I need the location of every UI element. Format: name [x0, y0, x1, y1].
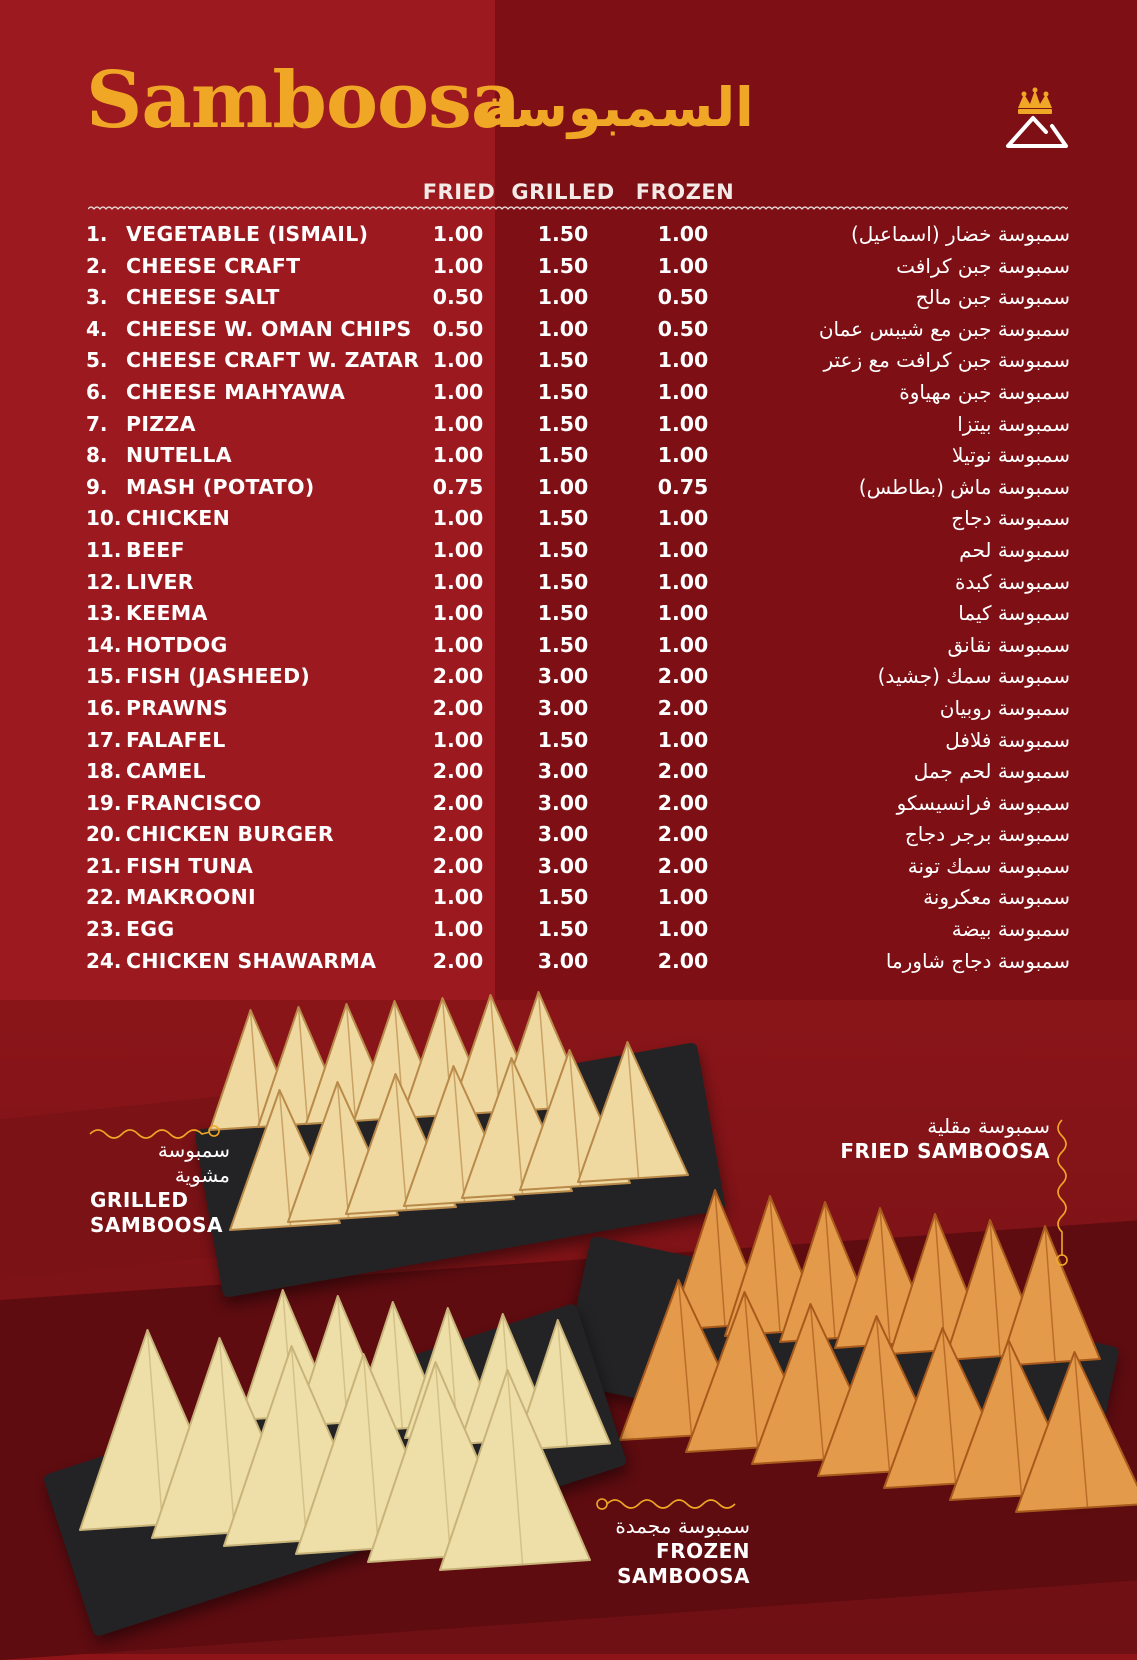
item-number: 11.: [86, 537, 122, 562]
menu-row: [86, 946, 1070, 978]
item-name: CHEESE CRAFT: [126, 253, 301, 278]
page-title-en: Samboosa: [86, 55, 521, 146]
item-name-ar: سمبوسة بيضة: [951, 917, 1070, 942]
item-name-ar: سمبوسة نوتيلا: [952, 443, 1070, 468]
item-name: CHICKEN SHAWARMA: [126, 948, 377, 973]
menu-row: [86, 219, 1070, 251]
grilled-label-en-2: SAMBOOSA: [90, 1213, 223, 1237]
price-frozen: 0.50: [657, 316, 709, 341]
menu-row: [86, 882, 1070, 914]
price-fried: 2.00: [432, 695, 484, 720]
price-fried: 0.50: [432, 285, 484, 310]
price-fried: 1.00: [432, 917, 484, 942]
item-number: 17.: [86, 727, 122, 752]
item-name-ar: سمبوسة جبن مالح: [915, 285, 1070, 310]
menu-row: [86, 535, 1070, 567]
price-fried: 1.00: [432, 411, 484, 436]
item-name: MASH (POTATO): [126, 474, 315, 499]
price-frozen: 1.00: [657, 253, 709, 278]
price-frozen: 1.00: [657, 885, 709, 910]
price-grilled: 1.50: [537, 632, 589, 657]
price-frozen: 2.00: [657, 695, 709, 720]
price-grilled: 1.50: [537, 885, 589, 910]
item-name-ar: سمبوسة فرانسيسكو: [896, 790, 1070, 815]
menu-row: [86, 282, 1070, 314]
item-name: BEEF: [126, 537, 185, 562]
fried-label-en: FRIED SAMBOOSA: [840, 1139, 1050, 1163]
item-name-ar: سمبوسة روبيان: [939, 695, 1070, 720]
price-grilled: 1.50: [537, 379, 589, 404]
price-frozen: 0.50: [657, 285, 709, 310]
item-name-ar: سمبوسة خضار (اسماعيل): [850, 222, 1070, 246]
item-name: FRANCISCO: [126, 790, 262, 815]
item-number: 5.: [86, 348, 108, 373]
fried-label-ar: سمبوسة مقلية: [927, 1114, 1050, 1138]
menu-list: [86, 219, 1070, 977]
item-number: 19.: [86, 790, 122, 815]
price-frozen: 1.00: [657, 632, 709, 657]
price-fried: 2.00: [432, 853, 484, 878]
price-fried: 1.00: [432, 222, 484, 246]
item-name-ar: سمبوسة لحم جمل: [913, 759, 1070, 784]
price-frozen: 1.00: [657, 222, 709, 246]
price-fried: 2.00: [432, 790, 484, 815]
frozen-label: [520, 1514, 750, 1589]
price-fried: 1.00: [432, 443, 484, 468]
item-number: 21.: [86, 853, 122, 878]
menu-row: [86, 567, 1070, 599]
menu-row: [86, 440, 1070, 472]
price-fried: 2.00: [432, 822, 484, 847]
item-number: 9.: [86, 474, 108, 499]
price-fried: 1.00: [432, 601, 484, 626]
price-frozen: 1.00: [657, 443, 709, 468]
price-grilled: 1.50: [537, 411, 589, 436]
item-name-ar: سمبوسة لحم: [959, 537, 1070, 562]
price-grilled: 3.00: [537, 759, 589, 784]
price-grilled: 3.00: [537, 948, 589, 973]
price-grilled: 3.00: [537, 664, 589, 689]
price-frozen: 2.00: [657, 853, 709, 878]
item-name-ar: سمبوسة دجاج شاورما: [885, 948, 1070, 973]
price-fried: 2.00: [432, 948, 484, 973]
item-name: PRAWNS: [126, 695, 229, 720]
item-number: 8.: [86, 443, 108, 468]
menu-row: [86, 503, 1070, 535]
price-grilled: 3.00: [537, 695, 589, 720]
menu-row: [86, 756, 1070, 788]
menu-row: [86, 345, 1070, 377]
menu-row: [86, 314, 1070, 346]
item-name: CAMEL: [126, 759, 206, 784]
item-number: 15.: [86, 664, 122, 689]
menu-row: [86, 914, 1070, 946]
price-frozen: 1.00: [657, 411, 709, 436]
price-frozen: 1.00: [657, 727, 709, 752]
price-fried: 1.00: [432, 253, 484, 278]
item-name: EGG: [126, 917, 175, 942]
page-title-ar: السمبوسة: [482, 76, 754, 139]
price-frozen: 1.00: [657, 601, 709, 626]
item-name-ar: سمبوسة جبن كرافت: [896, 253, 1070, 278]
item-number: 7.: [86, 411, 108, 436]
grilled-label-ar-2: مشوية: [174, 1163, 230, 1187]
price-fried: 1.00: [432, 569, 484, 594]
column-header-frozen: FROZEN: [635, 180, 735, 204]
price-frozen: 0.75: [657, 474, 709, 499]
price-frozen: 1.00: [657, 569, 709, 594]
item-name-ar: سمبوسة دجاج: [951, 506, 1070, 531]
item-name: VEGETABLE (ISMAIL): [126, 222, 369, 246]
menu-row: [86, 725, 1070, 757]
price-frozen: 2.00: [657, 822, 709, 847]
item-number: 13.: [86, 601, 122, 626]
price-grilled: 1.50: [537, 443, 589, 468]
item-number: 12.: [86, 569, 122, 594]
item-name-ar: سمبوسة ماش (بطاطس): [858, 474, 1070, 499]
item-name-ar: سمبوسة جبن مع شيبس عمان: [818, 316, 1070, 341]
price-fried: 1.00: [432, 727, 484, 752]
item-number: 4.: [86, 316, 108, 341]
menu-row: [86, 472, 1070, 504]
item-number: 6.: [86, 379, 108, 404]
price-grilled: 1.50: [537, 222, 589, 246]
menu-row: [86, 819, 1070, 851]
menu-row: [86, 693, 1070, 725]
item-name: KEEMA: [126, 601, 208, 626]
price-grilled: 1.00: [537, 316, 589, 341]
price-grilled: 1.50: [537, 601, 589, 626]
frozen-label-en: FROZEN SAMBOOSA: [617, 1539, 750, 1588]
grilled-label: [90, 1138, 230, 1238]
item-name: CHEESE MAHYAWA: [126, 379, 346, 404]
item-number: 3.: [86, 285, 108, 310]
item-name: LIVER: [126, 569, 194, 594]
menu-row: [86, 788, 1070, 820]
price-grilled: 1.50: [537, 506, 589, 531]
price-grilled: 3.00: [537, 790, 589, 815]
menu-row: [86, 851, 1070, 883]
price-frozen: 2.00: [657, 790, 709, 815]
price-frozen: 1.00: [657, 537, 709, 562]
price-grilled: 3.00: [537, 853, 589, 878]
item-name-ar: سمبوسة سمك تونة: [907, 853, 1070, 878]
price-fried: 0.75: [432, 474, 484, 499]
price-frozen: 2.00: [657, 664, 709, 689]
menu-row: [86, 409, 1070, 441]
fried-connector: [1052, 1118, 1072, 1268]
item-number: 22.: [86, 885, 122, 910]
menu-row: [86, 630, 1070, 662]
grilled-label-en-1: GRILLED: [90, 1188, 189, 1212]
item-name: CHEESE CRAFT W. ZATAR: [126, 348, 420, 373]
grilled-connector: [88, 1120, 223, 1140]
column-header-grilled: GRILLED: [511, 180, 615, 204]
crown-logo-icon: [1000, 86, 1070, 156]
price-fried: 1.00: [432, 348, 484, 373]
price-grilled: 1.50: [537, 348, 589, 373]
item-number: 24.: [86, 948, 122, 973]
price-grilled: 1.00: [537, 285, 589, 310]
item-number: 16.: [86, 695, 122, 720]
item-name: CHICKEN: [126, 506, 231, 531]
item-name: FALAFEL: [126, 727, 226, 752]
price-grilled: 1.50: [537, 917, 589, 942]
item-name-ar: سمبوسة بيتزا: [957, 411, 1070, 436]
price-frozen: 1.00: [657, 379, 709, 404]
item-name: CHEESE SALT: [126, 285, 280, 310]
price-frozen: 1.00: [657, 917, 709, 942]
menu-row: [86, 598, 1070, 630]
item-name: CHICKEN BURGER: [126, 822, 334, 847]
price-fried: 1.00: [432, 632, 484, 657]
item-name-ar: سمبوسة معكرونة: [923, 885, 1070, 910]
item-name: HOTDOG: [126, 632, 228, 657]
item-name-ar: سمبوسة سمك (جشيد): [877, 664, 1070, 689]
menu-row: [86, 661, 1070, 693]
price-grilled: 1.00: [537, 474, 589, 499]
price-frozen: 1.00: [657, 506, 709, 531]
fried-samboosa-image: [560, 1180, 1120, 1480]
item-name: CHEESE W. OMAN CHIPS: [126, 316, 412, 341]
price-grilled: 1.50: [537, 537, 589, 562]
price-frozen: 2.00: [657, 948, 709, 973]
item-name-ar: سمبوسة جبن كرافت مع زعتر: [823, 348, 1070, 373]
item-name: PIZZA: [126, 411, 196, 436]
item-name-ar: سمبوسة جبن مهياوة: [899, 379, 1070, 404]
price-fried: 2.00: [432, 664, 484, 689]
item-number: 14.: [86, 632, 122, 657]
price-frozen: 2.00: [657, 759, 709, 784]
price-fried: 2.00: [432, 759, 484, 784]
price-grilled: 3.00: [537, 822, 589, 847]
header-divider: [88, 204, 1068, 214]
item-number: 20.: [86, 822, 122, 847]
grilled-label-ar-1: سمبوسة: [157, 1138, 230, 1162]
frozen-connector: [590, 1494, 750, 1514]
item-number: 1.: [86, 222, 108, 246]
price-fried: 1.00: [432, 506, 484, 531]
price-fried: 1.00: [432, 885, 484, 910]
item-name: FISH TUNA: [126, 853, 254, 878]
item-number: 18.: [86, 759, 122, 784]
item-name: FISH (JASHEED): [126, 664, 311, 689]
item-name-ar: سمبوسة برجر دجاج: [904, 822, 1070, 847]
price-fried: 0.50: [432, 316, 484, 341]
item-name-ar: سمبوسة فلافل: [945, 727, 1070, 752]
item-name-ar: سمبوسة نقانق: [947, 632, 1070, 657]
item-name-ar: سمبوسة كيما: [958, 601, 1070, 626]
item-name: NUTELLA: [126, 443, 232, 468]
item-name-ar: سمبوسة كبدة: [954, 569, 1070, 594]
fried-label: [830, 1114, 1050, 1164]
item-number: 2.: [86, 253, 108, 278]
price-grilled: 1.50: [537, 253, 589, 278]
column-header-fried: FRIED: [422, 180, 496, 204]
price-grilled: 1.50: [537, 569, 589, 594]
frozen-label-ar: سمبوسة مجمدة: [615, 1514, 750, 1538]
price-fried: 1.00: [432, 537, 484, 562]
price-grilled: 1.50: [537, 727, 589, 752]
menu-row: [86, 251, 1070, 283]
price-frozen: 1.00: [657, 348, 709, 373]
item-name: MAKROONI: [126, 885, 256, 910]
price-fried: 1.00: [432, 379, 484, 404]
item-number: 23.: [86, 917, 122, 942]
item-number: 10.: [86, 506, 122, 531]
menu-row: [86, 377, 1070, 409]
